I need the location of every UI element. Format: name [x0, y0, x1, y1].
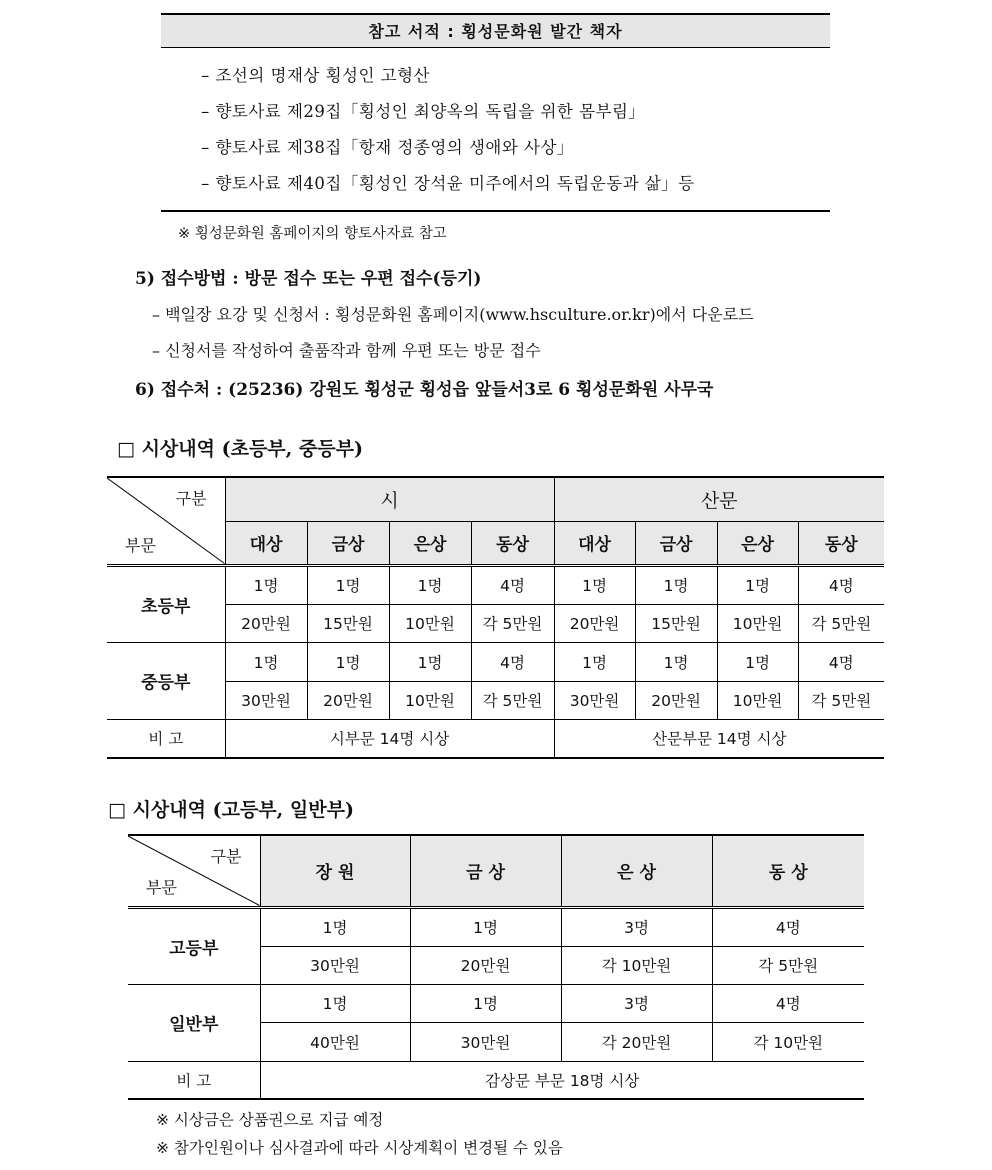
table-cell: 4명: [712, 984, 864, 1022]
reference-box: [161, 13, 830, 212]
table2-col-header: 장 원: [260, 835, 410, 907]
table-cell: 10만원: [717, 604, 798, 642]
table-cell: 각 5만원: [712, 946, 864, 984]
table2-remark: 감상문 부문 18명 시상: [260, 1061, 864, 1099]
table-cell: 1명: [225, 642, 307, 681]
table-cell: 4명: [712, 907, 864, 946]
section6-heading: 6) 접수처 : (25236) 강원도 횡성군 횡성읍 앞들서3로 6 횡성문화원 사무국: [135, 380, 714, 400]
reference-item: – 향토사료 제29집「횡성인 최양옥의 독립을 위한 몸부림」: [201, 102, 646, 121]
table-cell: 1명: [389, 642, 471, 681]
table-cell: 10만원: [389, 681, 471, 719]
table1-col-header: 동상: [798, 521, 884, 565]
table2-row-label: 고등부: [128, 907, 260, 984]
table-cell: 1명: [635, 642, 717, 681]
table-cell: 1명: [307, 565, 389, 604]
reference-list: [161, 48, 830, 212]
table-cell: 1명: [554, 642, 635, 681]
table2-remark-label: 비 고: [128, 1061, 260, 1099]
table-cell: 1명: [307, 642, 389, 681]
table2-col-header: 금 상: [410, 835, 561, 907]
table-cell: 1명: [225, 565, 307, 604]
table-cell: 20만원: [635, 681, 717, 719]
table-cell: 3명: [561, 907, 712, 946]
table-cell: 1명: [260, 907, 410, 946]
table-cell: 20만원: [307, 681, 389, 719]
table1-remark-prose: 산문부문 14명 시상: [554, 719, 884, 758]
table-cell: 1명: [410, 907, 561, 946]
reference-note: ※ 횡성문화원 홈페이지의 향토사자료 참고: [178, 226, 447, 242]
table1-row-label: 중등부: [107, 642, 225, 719]
corner-top-label: 구분: [175, 489, 207, 508]
table-cell: 4명: [798, 642, 884, 681]
table-cell: 4명: [471, 565, 554, 604]
table1-col-header: 은상: [717, 521, 798, 565]
reference-item: – 조선의 명재상 횡성인 고형산: [201, 66, 430, 85]
award-table-elementary-middle: [107, 476, 884, 759]
table-cell: 30만원: [225, 681, 307, 719]
table-cell: 각 5만원: [471, 681, 554, 719]
award-table-high-general: [128, 834, 864, 1100]
table2-col-header: 동 상: [712, 835, 864, 907]
section5-bullet-submit: – 신청서를 작성하여 출품작과 함께 우편 또는 방문 접수: [152, 341, 541, 360]
footnote-prize-payment: ※ 시상금은 상품권으로 지급 예정: [156, 1111, 384, 1129]
reference-title: 참고 서적 : 횡성문화원 발간 책자: [161, 13, 830, 48]
table1-col-header: 대상: [225, 521, 307, 565]
table-cell: 30만원: [260, 946, 410, 984]
table1-remark-label: 비 고: [107, 719, 225, 758]
table-cell: 30만원: [410, 1022, 561, 1061]
table-cell: 4명: [471, 642, 554, 681]
table-cell: 1명: [635, 565, 717, 604]
table-cell: 4명: [798, 565, 884, 604]
table2-row-label: 일반부: [128, 984, 260, 1061]
table1-group-prose: 산문: [554, 477, 884, 521]
table-cell: 각 5만원: [798, 604, 884, 642]
table-cell: 1명: [717, 565, 798, 604]
section5-bullet-download: – 백일장 요강 및 신청서 : 횡성문화원 홈페이지(www.hsculture.or.kr)에서 다운로드: [152, 305, 754, 324]
table-cell: 10만원: [389, 604, 471, 642]
table-cell: 20만원: [225, 604, 307, 642]
footnote-plan-change: ※ 참가인원이나 심사결과에 따라 시상계획이 변경될 수 있음: [156, 1139, 563, 1157]
table-cell: 각 20만원: [561, 1022, 712, 1061]
table-cell: 20만원: [554, 604, 635, 642]
table-cell: 1명: [410, 984, 561, 1022]
section5-heading: 5) 접수방법 : 방문 접수 또는 우편 접수(등기): [135, 269, 482, 289]
table-cell: 각 10만원: [561, 946, 712, 984]
table1-title: □ 시상내역 (초등부, 중등부): [117, 438, 363, 460]
reference-item: – 향토사료 제38집「항재 정종영의 생애와 사상」: [201, 138, 574, 157]
table2-corner-cell: [128, 835, 260, 907]
table1-col-header: 동상: [471, 521, 554, 565]
table-cell: 각 10만원: [712, 1022, 864, 1061]
table2-title: □ 시상내역 (고등부, 일반부): [108, 799, 354, 821]
table-cell: 1명: [554, 565, 635, 604]
table1-col-header: 금상: [307, 521, 389, 565]
table1-group-poem: 시: [225, 477, 554, 521]
table-cell: 10만원: [717, 681, 798, 719]
table2-col-header: 은 상: [561, 835, 712, 907]
table-cell: 15만원: [635, 604, 717, 642]
table1-col-header: 금상: [635, 521, 717, 565]
table-cell: 20만원: [410, 946, 561, 984]
corner-bottom-label: 부문: [146, 877, 177, 897]
table-cell: 1명: [260, 984, 410, 1022]
table1-corner-cell: [107, 477, 225, 565]
table-cell: 3명: [561, 984, 712, 1022]
table1-col-header: 은상: [389, 521, 471, 565]
table-cell: 1명: [717, 642, 798, 681]
table-cell: 각 5만원: [471, 604, 554, 642]
table-cell: 각 5만원: [798, 681, 884, 719]
table1-col-header: 대상: [554, 521, 635, 565]
corner-top-label: 구분: [210, 847, 242, 866]
table-cell: 1명: [389, 565, 471, 604]
table-cell: 15만원: [307, 604, 389, 642]
corner-bottom-label: 부문: [125, 535, 156, 555]
table1-row-label: 초등부: [107, 565, 225, 642]
table-cell: 30만원: [554, 681, 635, 719]
table-cell: 40만원: [260, 1022, 410, 1061]
reference-item: – 향토사료 제40집「횡성인 장석윤 미주에서의 독립운동과 삶」등: [201, 174, 695, 193]
table1-remark-poem: 시부문 14명 시상: [225, 719, 554, 758]
